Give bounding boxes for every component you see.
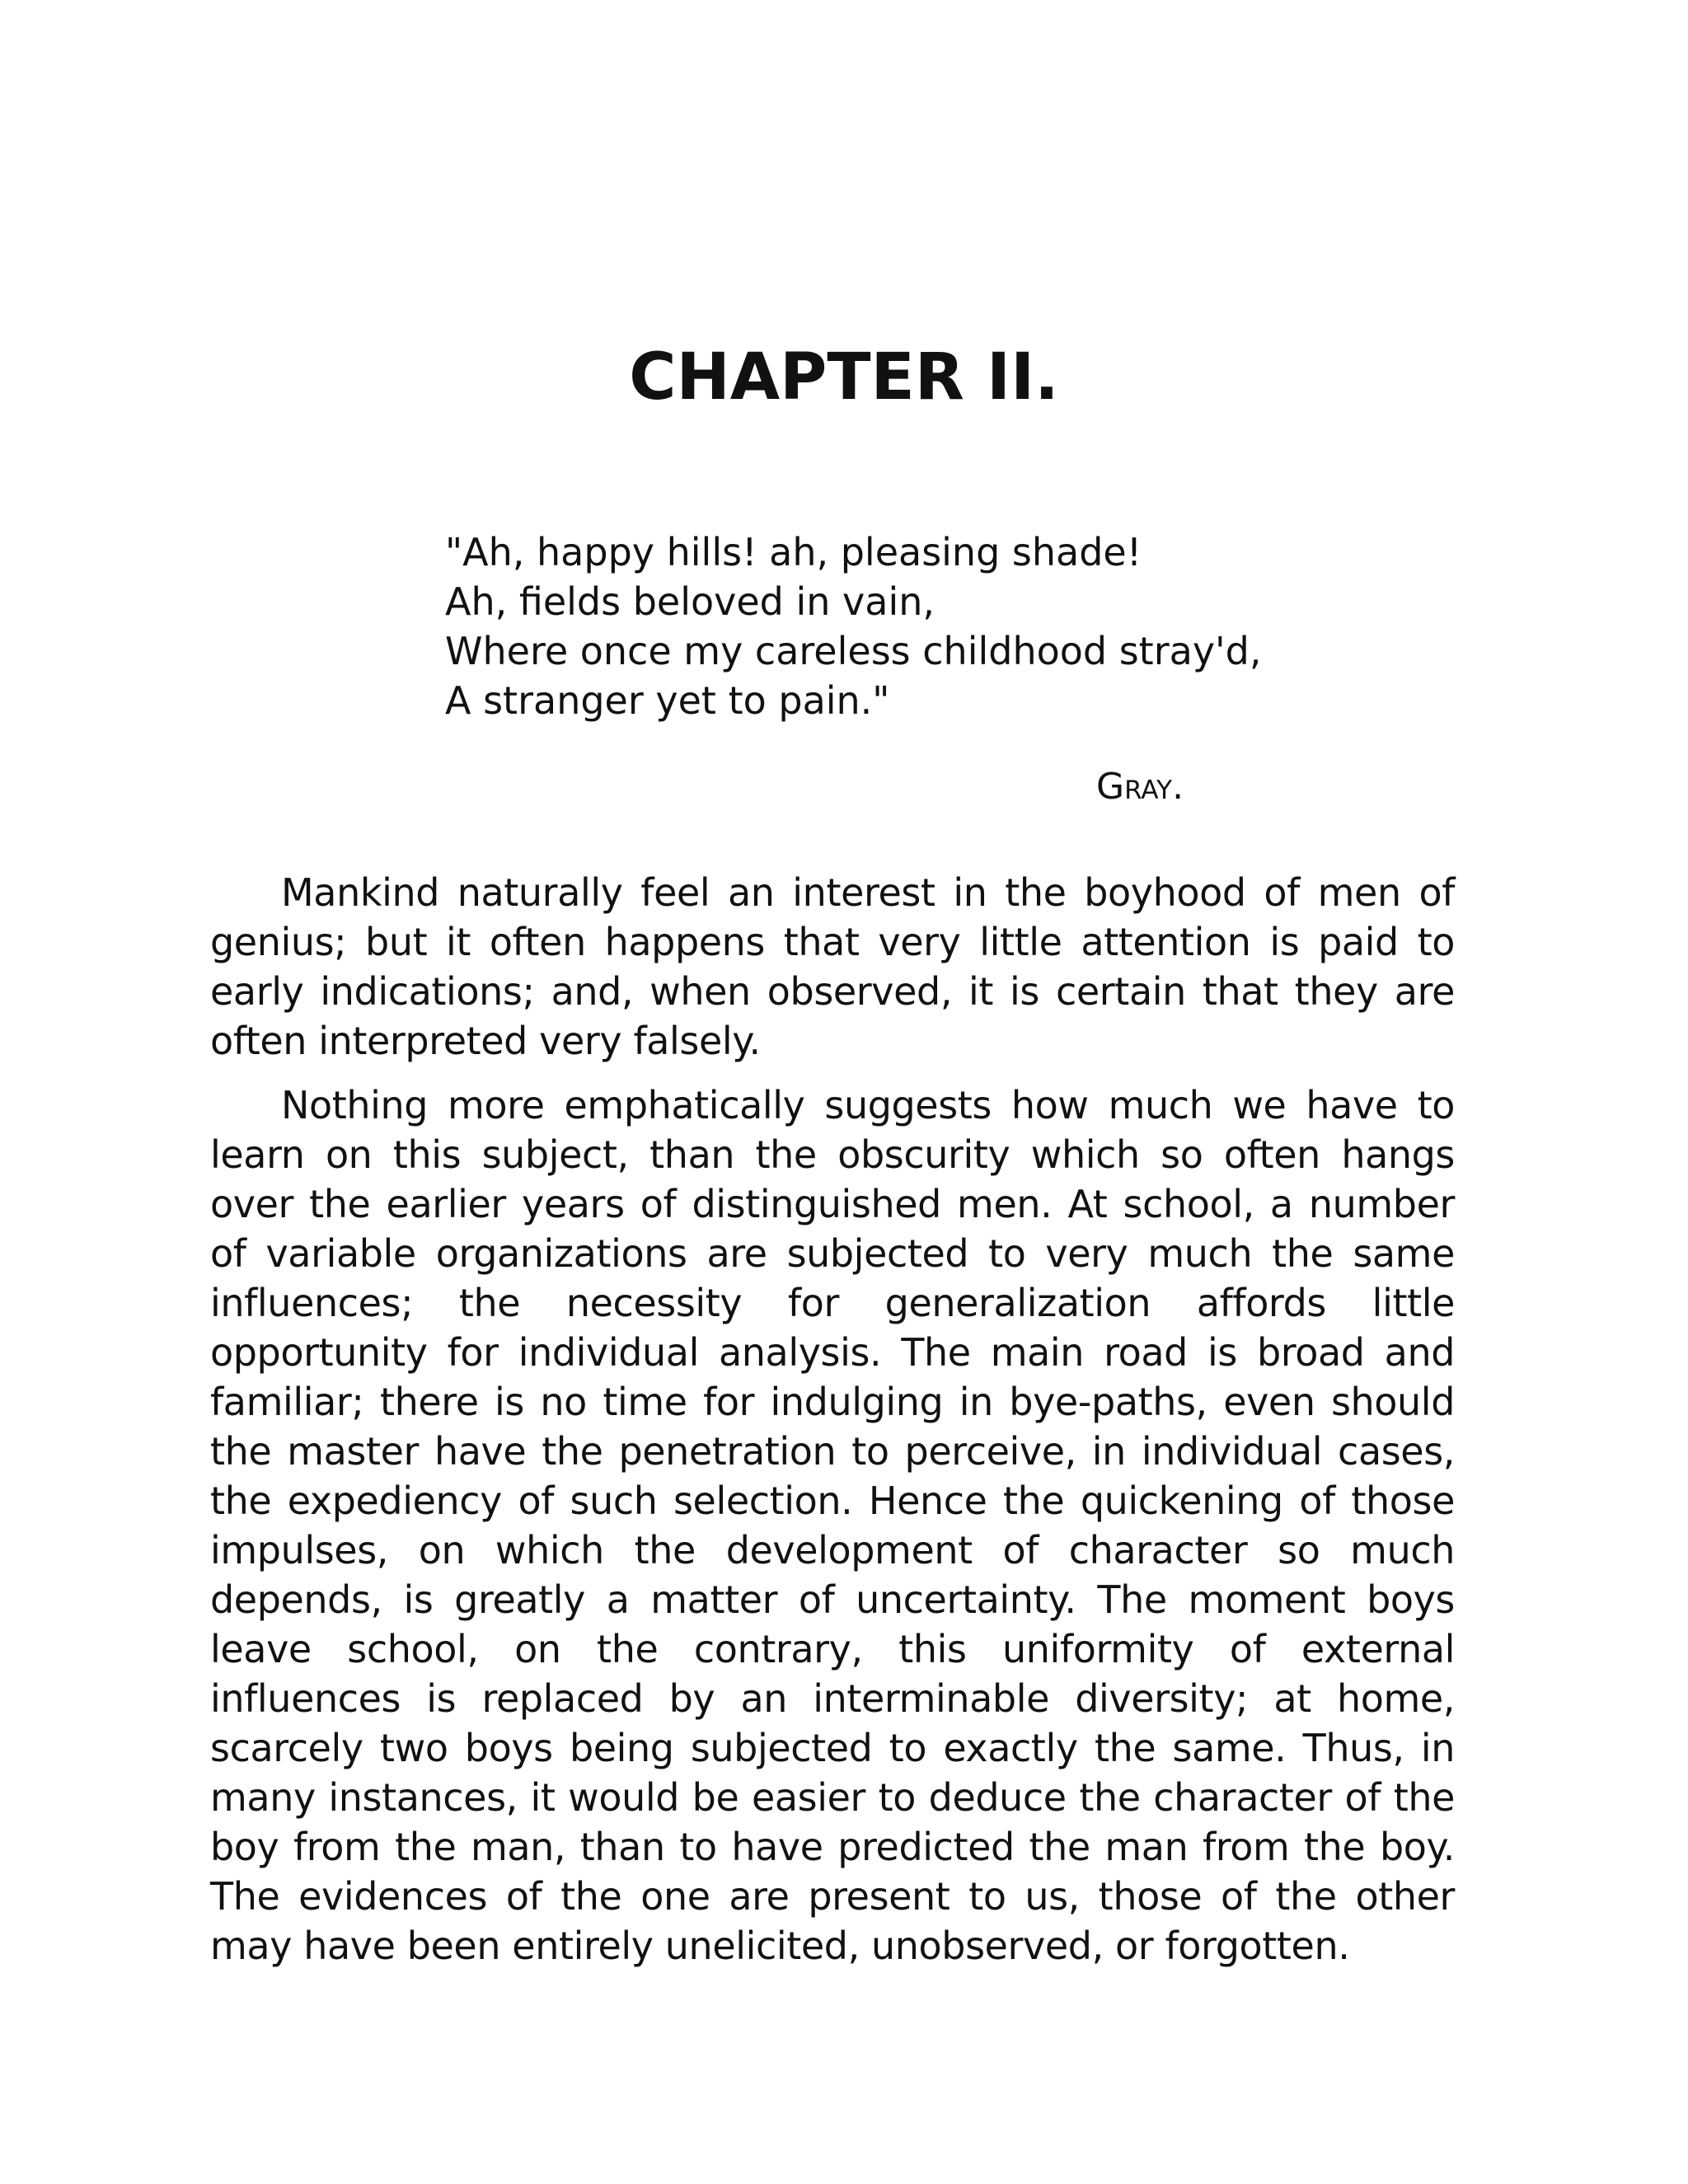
epigraph (445, 527, 1352, 725)
paragraph-2: Nothing more emphatically suggests how much we have to learn on this subject, than the obscurity which so often hangs over the earlier years of distinguished men. At school, a number of variable organizations are subjected to very much the same influences; the necessity for generalization affords little opportunity for individual analysis. The main road is broad and familiar; there is no time for indulging in bye-paths, even should the master have the penetration to perceive, in individual cases, the expediency of such selection. Hence the quickening of those impulses, on which the development of character so much depends, is greatly a matter of uncertainty. The moment boys leave school, on the contrary, this uniformity of external influences is replaced by an interminable diversity; at home, scarcely two boys being subjected to exactly the same. Thus, in many instances, it would be easier to deduce the character of the boy from the man, than to have predicted the man from the boy. The evidences of the one are present to us, those of the other may have been entirely unelicited, unobserved, or forgotten. (210, 1083, 1455, 1968)
epigraph-line-4: A stranger yet to pain." (445, 678, 890, 723)
epigraph-attribution: Gray. (1096, 766, 1184, 808)
epigraph-line-3: Where once my careless childhood stray'd, (445, 629, 1262, 673)
epigraph-line-2: Ah, fields beloved in vain, (445, 579, 935, 624)
paragraph-1: Mankind naturally feel an interest in the boyhood of men of genius; but it often happens that very little attention is paid to early indications; and, when observed, it is certain that they are often interpreted very falsely. (210, 870, 1455, 1063)
body-text (210, 868, 1455, 1985)
epigraph-line-1: "Ah, happy hills! ah, pleasing shade! (445, 530, 1142, 574)
chapter-title: CHAPTER II. (629, 340, 1059, 415)
